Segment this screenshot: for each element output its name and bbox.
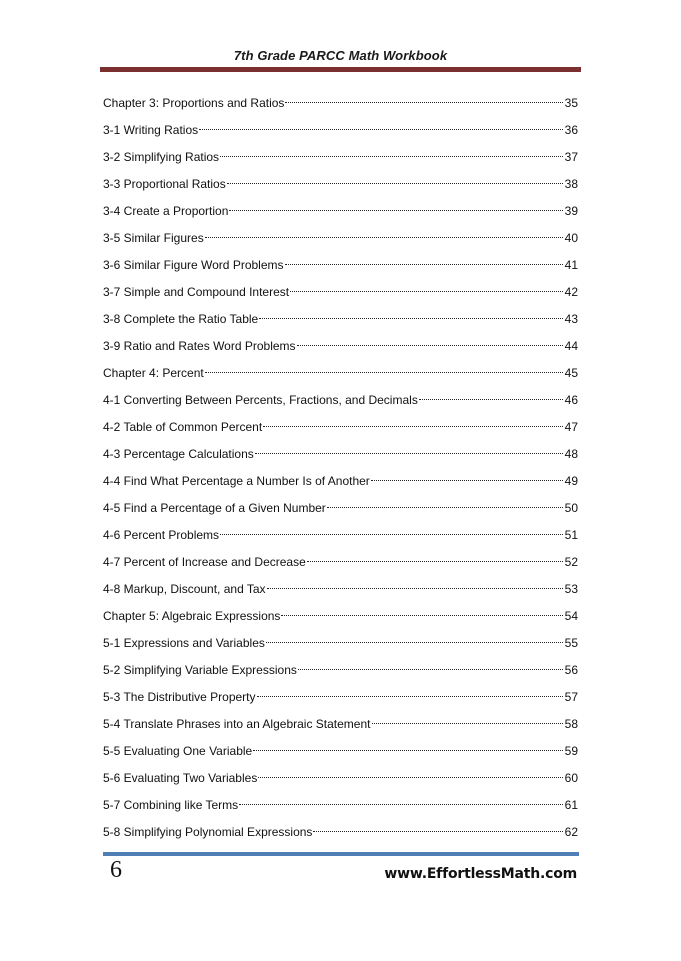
toc-entry-label: 4-2 Table of Common Percent [103, 420, 263, 434]
toc-entry-label: 4-5 Find a Percentage of a Given Number [103, 501, 326, 515]
toc-entry-label: 4-1 Converting Between Percents, Fractions, and Decimals [103, 393, 418, 407]
toc-entry[interactable] [103, 445, 578, 472]
toc-entry[interactable] [103, 769, 578, 796]
toc-dot-leader [259, 318, 563, 319]
toc-entry[interactable] [103, 715, 578, 742]
toc-entry[interactable] [103, 121, 578, 148]
toc-entry[interactable] [103, 688, 578, 715]
toc-entry[interactable] [103, 148, 578, 175]
toc-dot-leader [281, 615, 563, 616]
toc-entry-label: 4-4 Find What Percentage a Number Is of Another [103, 474, 370, 488]
toc-entry-page: 56 [564, 663, 578, 677]
toc-entry[interactable] [103, 634, 578, 661]
toc-dot-leader [327, 507, 563, 508]
toc-entry-page: 57 [564, 690, 578, 704]
toc-entry-label: 4-3 Percentage Calculations [103, 447, 254, 461]
toc-entry-label: 5-4 Translate Phrases into an Algebraic Statement [103, 717, 371, 731]
toc-dot-leader [255, 453, 563, 454]
toc-entry[interactable] [103, 823, 578, 850]
toc-entry-page: 59 [564, 744, 578, 758]
toc-entry[interactable] [103, 499, 578, 526]
website-url[interactable]: www.EffortlessMath.com [384, 866, 577, 882]
toc-entry-page: 47 [564, 420, 578, 434]
toc-entry-page: 35 [564, 96, 578, 110]
toc-dot-leader [297, 345, 563, 346]
toc-dot-leader [253, 750, 563, 751]
toc-entry-label: 3-1 Writing Ratios [103, 123, 199, 137]
table-of-contents [103, 94, 578, 850]
toc-dot-leader [307, 561, 563, 562]
toc-entry[interactable] [103, 256, 578, 283]
toc-entry[interactable] [103, 337, 578, 364]
toc-entry-label: Chapter 4: Percent [103, 366, 204, 380]
toc-entry-label: 5-7 Combining like Terms [103, 798, 239, 812]
toc-entry[interactable] [103, 229, 578, 256]
toc-dot-leader [205, 372, 563, 373]
toc-entry-label: 5-6 Evaluating Two Variables [103, 771, 258, 785]
toc-entry[interactable] [103, 607, 578, 634]
toc-entry-page: 48 [564, 447, 578, 461]
toc-entry-label: 3-6 Similar Figure Word Problems [103, 258, 284, 272]
toc-entry-label: 4-8 Markup, Discount, and Tax [103, 582, 266, 596]
footer-divider [103, 852, 579, 856]
toc-dot-leader [257, 696, 563, 697]
toc-dot-leader [313, 831, 563, 832]
toc-entry-label: 3-5 Similar Figures [103, 231, 204, 245]
toc-entry-label: 3-4 Create a Proportion [103, 204, 229, 218]
toc-entry-label: Chapter 5: Algebraic Expressions [103, 609, 281, 623]
toc-entry-label: 4-6 Percent Problems [103, 528, 220, 542]
toc-entry-page: 52 [564, 555, 578, 569]
toc-entry-label: 3-8 Complete the Ratio Table [103, 312, 259, 326]
toc-entry[interactable] [103, 742, 578, 769]
toc-entry[interactable] [103, 310, 578, 337]
toc-entry[interactable] [103, 364, 578, 391]
toc-entry-label: 3-3 Proportional Ratios [103, 177, 226, 191]
toc-entry-label: Chapter 3: Proportions and Ratios [103, 96, 285, 110]
toc-dot-leader [290, 291, 563, 292]
toc-entry-page: 60 [564, 771, 578, 785]
toc-entry-label: 5-8 Simplifying Polynomial Expressions [103, 825, 313, 839]
toc-entry-page: 37 [564, 150, 578, 164]
toc-entry-page: 49 [564, 474, 578, 488]
header-divider [100, 67, 581, 72]
toc-entry[interactable] [103, 553, 578, 580]
toc-dot-leader [285, 264, 564, 265]
toc-dot-leader [229, 210, 563, 211]
toc-dot-leader [372, 723, 564, 724]
toc-dot-leader [419, 399, 563, 400]
toc-entry[interactable] [103, 580, 578, 607]
toc-dot-leader [239, 804, 563, 805]
toc-entry-page: 53 [564, 582, 578, 596]
toc-entry[interactable] [103, 796, 578, 823]
page-header-title: 7th Grade PARCC Math Workbook [233, 48, 448, 63]
toc-entry-page: 50 [564, 501, 578, 515]
toc-entry-page: 39 [564, 204, 578, 218]
toc-dot-leader [267, 588, 563, 589]
toc-entry-label: 5-5 Evaluating One Variable [103, 744, 253, 758]
toc-dot-leader [258, 777, 563, 778]
toc-dot-leader [263, 426, 563, 427]
toc-dot-leader [205, 237, 563, 238]
toc-entry-page: 38 [564, 177, 578, 191]
toc-entry-page: 45 [564, 366, 578, 380]
toc-dot-leader [227, 183, 563, 184]
toc-entry-page: 61 [564, 798, 578, 812]
toc-entry[interactable] [103, 418, 578, 445]
toc-entry-page: 55 [564, 636, 578, 650]
toc-entry[interactable] [103, 202, 578, 229]
toc-entry[interactable] [103, 526, 578, 553]
toc-entry-page: 58 [564, 717, 578, 731]
toc-entry[interactable] [103, 94, 578, 121]
toc-entry-page: 42 [564, 285, 578, 299]
toc-entry-page: 40 [564, 231, 578, 245]
toc-entry-page: 46 [564, 393, 578, 407]
toc-entry-page: 43 [564, 312, 578, 326]
toc-dot-leader [371, 480, 563, 481]
toc-entry-label: 5-1 Expressions and Variables [103, 636, 265, 650]
toc-entry-page: 41 [564, 258, 578, 272]
toc-entry-page: 36 [564, 123, 578, 137]
toc-entry[interactable] [103, 472, 578, 499]
toc-entry-label: 5-2 Simplifying Variable Expressions [103, 663, 297, 677]
toc-entry-page: 51 [564, 528, 578, 542]
toc-entry-label: 4-7 Percent of Increase and Decrease [103, 555, 306, 569]
toc-dot-leader [285, 102, 563, 103]
toc-dot-leader [199, 129, 563, 130]
toc-entry[interactable] [103, 661, 578, 688]
toc-dot-leader [266, 642, 563, 643]
toc-entry[interactable] [103, 283, 578, 310]
toc-dot-leader [298, 669, 563, 670]
toc-entry[interactable] [103, 175, 578, 202]
toc-entry-label: 5-3 The Distributive Property [103, 690, 256, 704]
toc-dot-leader [220, 156, 563, 157]
toc-entry-label: 3-2 Simplifying Ratios [103, 150, 220, 164]
toc-entry[interactable] [103, 391, 578, 418]
toc-entry-label: 3-7 Simple and Compound Interest [103, 285, 290, 299]
page-number: 6 [110, 857, 122, 883]
toc-dot-leader [220, 534, 563, 535]
toc-entry-page: 54 [564, 609, 578, 623]
toc-entry-page: 62 [564, 825, 578, 839]
toc-entry-page: 44 [564, 339, 578, 353]
toc-entry-label: 3-9 Ratio and Rates Word Problems [103, 339, 296, 353]
